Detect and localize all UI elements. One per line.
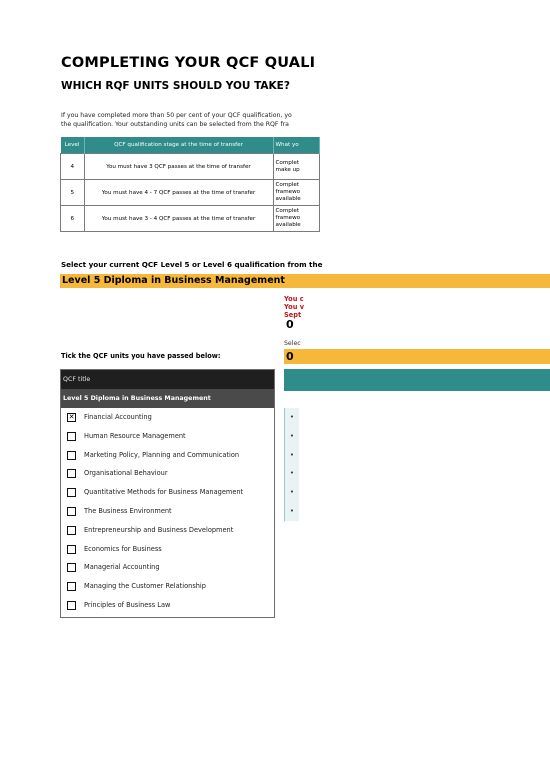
unit-checkbox-item[interactable]	[61, 597, 274, 616]
list-group-title: Level 5 Diploma in Business Management	[61, 389, 274, 408]
row-stage: You must have 3 - 4 QCF passes at the time of transfer	[84, 206, 273, 232]
header-what: What yo	[273, 137, 320, 154]
unit-bullet: •	[284, 446, 299, 466]
header-stage: QCF qualification stage at the time of transfer	[84, 137, 273, 154]
list-header: QCF title	[61, 370, 274, 389]
selected-count-label: Selec	[284, 340, 301, 347]
units-header-bar	[284, 369, 550, 391]
selected-count: 0	[286, 350, 294, 363]
notice-line-1: You c	[284, 295, 304, 303]
unit-bullet: •	[284, 483, 299, 503]
transfer-rules-table	[60, 137, 320, 232]
unit-label: Human Resource Management	[84, 431, 186, 440]
row-level: 5	[61, 180, 85, 206]
row-what-line: make up	[275, 166, 300, 173]
unit-checkbox-item[interactable]	[61, 578, 274, 597]
checkbox[interactable]	[67, 469, 76, 478]
row-what-line: Complet	[275, 208, 300, 214]
unit-label: Organisational Behaviour	[84, 469, 168, 478]
row-level: 4	[61, 154, 85, 180]
selected-count-cell	[284, 349, 550, 364]
unit-label: Economics for Business	[84, 544, 162, 553]
unit-checkbox-item[interactable]	[61, 428, 274, 447]
intro-line-2: the qualification. Your outstanding units can be selected from the RQF fra	[61, 121, 289, 128]
unit-label: Marketing Policy, Planning and Communication	[84, 450, 240, 459]
select-qualification-prompt: Select your current QCF Level 5 or Level 6 qualification from the	[61, 260, 323, 269]
checkbox[interactable]	[67, 601, 76, 610]
notice-line-3: Sept	[284, 311, 302, 319]
unit-checkbox-item[interactable]	[61, 409, 274, 428]
page-subtitle: WHICH RQF UNITS SHOULD YOU TAKE?	[61, 80, 290, 92]
tick-units-prompt: Tick the QCF units you have passed below:	[61, 352, 221, 360]
passed-count: 0	[286, 318, 294, 331]
qualification-dropdown[interactable]: Level 5 Diploma in Business Management	[60, 274, 550, 288]
checkbox[interactable]	[67, 563, 76, 572]
checkbox[interactable]	[67, 526, 76, 535]
table-row	[61, 154, 320, 180]
unit-label: The Business Environment	[84, 507, 172, 515]
unit-bullet: •	[284, 408, 299, 428]
row-what	[273, 154, 320, 180]
unit-label: Quantitative Methods for Business Management	[84, 488, 244, 497]
row-stage: You must have 3 QCF passes at the time of transfer	[84, 154, 273, 180]
row-what	[273, 206, 320, 232]
unit-checkbox-item[interactable]	[61, 465, 274, 484]
checkbox[interactable]	[67, 545, 76, 554]
row-stage: You must have 4 - 7 QCF passes at the time of transfer	[84, 180, 273, 206]
unit-checkbox-item[interactable]	[61, 503, 274, 522]
unit-checkbox-item[interactable]	[61, 522, 274, 541]
unit-checkbox-item[interactable]	[61, 484, 274, 503]
checkbox-checked[interactable]: ✕	[68, 413, 75, 421]
unit-bullet: •	[284, 427, 299, 447]
checkbox[interactable]	[67, 432, 76, 441]
unit-checkbox-item[interactable]	[61, 559, 274, 578]
checkbox[interactable]	[67, 451, 76, 460]
row-what-line: framewo	[275, 189, 301, 195]
checkbox[interactable]	[67, 582, 76, 591]
table-row	[61, 180, 320, 206]
table-row	[61, 206, 320, 232]
unit-checkbox-item[interactable]	[61, 447, 274, 466]
table-header-row	[61, 137, 320, 154]
unit-bullet: •	[284, 464, 299, 484]
unit-label: Entrepreneurship and Business Development	[84, 525, 234, 534]
checkbox[interactable]	[67, 507, 76, 516]
row-what	[273, 180, 320, 206]
row-level: 6	[61, 206, 85, 232]
intro-line-1: If you have completed more than 50 per cent of your QCF qualification, yo	[61, 112, 292, 119]
checkbox[interactable]	[67, 488, 76, 497]
row-what-line: available	[275, 222, 301, 228]
header-level: Level	[61, 137, 85, 154]
page-title: COMPLETING YOUR QCF QUALI	[61, 55, 316, 71]
unit-bullet: •	[284, 502, 299, 522]
unit-checkbox-item[interactable]	[61, 541, 274, 560]
unit-label: Financial Accounting	[84, 413, 152, 421]
row-what-line: available	[275, 196, 301, 202]
notice-line-2: You v	[284, 303, 304, 311]
row-what-line: Complet	[275, 159, 300, 166]
unit-label: Principles of Business Law	[84, 601, 171, 609]
row-what-line: Complet	[275, 182, 300, 188]
unit-label: Managing the Customer Relationship	[84, 582, 206, 591]
row-what-line: framewo	[275, 215, 301, 221]
qcf-units-list	[60, 369, 275, 618]
unit-label: Managerial Accounting	[84, 563, 160, 572]
